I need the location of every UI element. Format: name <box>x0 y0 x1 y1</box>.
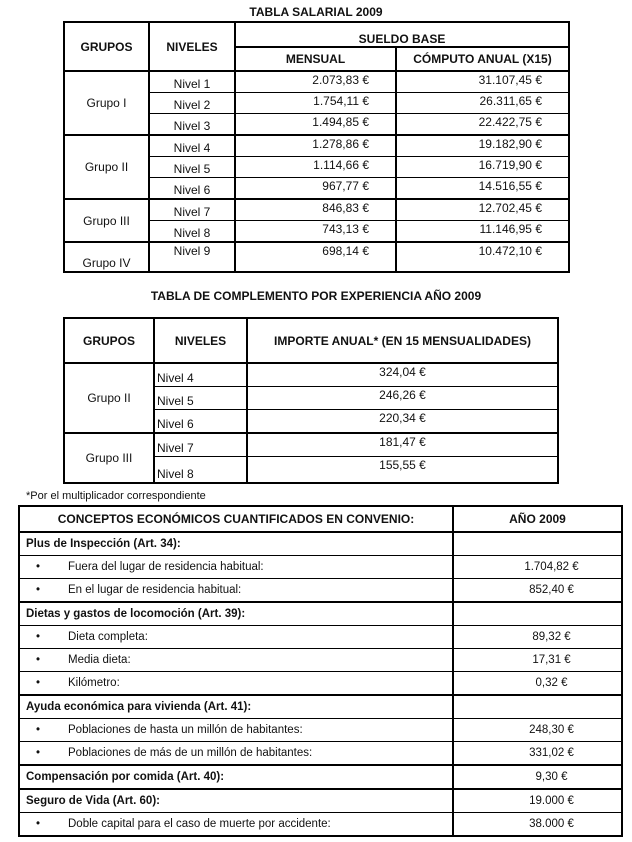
item-label-cell <box>19 579 453 603</box>
bullet-icon: • <box>36 747 41 759</box>
concepts-table <box>18 505 623 837</box>
item-label: Doble capital para el caso de muerte por accidente: <box>68 818 331 830</box>
table-row <box>64 71 569 93</box>
salary-table <box>63 21 570 273</box>
item-label-cell <box>19 742 453 766</box>
footnote: *Por el multiplicador correspondiente <box>26 490 206 502</box>
value-cell <box>453 695 622 719</box>
value-cell: 38.000 € <box>453 813 622 837</box>
bullet-icon: • <box>36 677 41 689</box>
header-grupos: GRUPOS <box>64 22 149 71</box>
table-row <box>64 199 569 221</box>
amount-cell: 181,47 € <box>247 433 558 457</box>
header-niveles: NIVELES <box>154 318 247 363</box>
section-row <box>19 695 622 719</box>
annual-cell: 12.702,45 € <box>396 199 569 221</box>
item-label: Dieta completa: <box>68 631 148 643</box>
group-cell: Grupo I <box>64 71 149 135</box>
value-cell: 9,30 € <box>453 765 622 789</box>
header-computo-anual: CÓMPUTO ANUAL (X15) <box>396 47 569 71</box>
amount-cell: 220,34 € <box>247 410 558 434</box>
section-label: Dietas y gastos de locomoción (Art. 39): <box>19 602 453 626</box>
level-cell: Nivel 9 <box>149 242 235 272</box>
item-label-cell <box>19 813 453 837</box>
header-importe: IMPORTE ANUAL* (EN 15 MENSUALIDADES) <box>247 318 558 363</box>
item-label: Fuera del lugar de residencia habitual: <box>68 561 264 573</box>
level-cell: Nivel 5 <box>149 157 235 178</box>
item-label-cell <box>19 626 453 649</box>
header-niveles: NIVELES <box>149 22 235 71</box>
header-anio: AÑO 2009 <box>453 506 622 532</box>
table-row <box>64 363 558 387</box>
value-cell: 248,30 € <box>453 719 622 742</box>
item-label-cell <box>19 556 453 579</box>
value-cell: 331,02 € <box>453 742 622 766</box>
table-row <box>64 433 558 457</box>
header-conceptos: CONCEPTOS ECONÓMICOS CUANTIFICADOS EN CONVENIO: <box>19 506 453 532</box>
group-cell: Grupo IV <box>64 242 149 272</box>
annual-cell: 14.516,55 € <box>396 178 569 200</box>
group-cell: Grupo III <box>64 199 149 242</box>
section-label: Ayuda económica para vivienda (Art. 41): <box>19 695 453 719</box>
value-cell <box>453 532 622 556</box>
item-row <box>19 813 622 837</box>
level-cell: Nivel 1 <box>149 71 235 93</box>
monthly-cell: 743,13 € <box>235 221 396 243</box>
item-row <box>19 649 622 672</box>
value-cell: 19.000 € <box>453 789 622 813</box>
monthly-cell: 846,83 € <box>235 199 396 221</box>
item-row <box>19 742 622 766</box>
item-label: Poblaciones de hasta un millón de habitantes: <box>68 724 303 736</box>
item-label: Kilómetro: <box>68 677 120 689</box>
section-row <box>19 602 622 626</box>
item-label-cell <box>19 719 453 742</box>
annual-cell: 31.107,45 € <box>396 71 569 93</box>
monthly-cell: 1.114,66 € <box>235 157 396 178</box>
item-row <box>19 672 622 696</box>
monthly-cell: 1.494,85 € <box>235 114 396 136</box>
section-label: Seguro de Vida (Art. 60): <box>19 789 453 813</box>
section-row <box>19 789 622 813</box>
level-cell: Nivel 4 <box>149 135 235 157</box>
level-cell: Nivel 6 <box>154 410 247 434</box>
level-cell: Nivel 8 <box>154 457 247 484</box>
value-cell: 17,31 € <box>453 649 622 672</box>
header-grupos: GRUPOS <box>64 318 154 363</box>
group-cell: Grupo II <box>64 363 154 433</box>
value-cell: 852,40 € <box>453 579 622 603</box>
annual-cell: 10.472,10 € <box>396 242 569 272</box>
monthly-cell: 1.754,11 € <box>235 93 396 114</box>
annual-cell: 19.182,90 € <box>396 135 569 157</box>
item-label: Poblaciones de más de un millón de habitantes: <box>68 747 313 759</box>
item-row <box>19 626 622 649</box>
level-cell: Nivel 6 <box>149 178 235 200</box>
table-row <box>64 242 569 272</box>
annual-cell: 11.146,95 € <box>396 221 569 243</box>
section-label: Plus de Inspección (Art. 34): <box>19 532 453 556</box>
bullet-icon: • <box>36 561 41 573</box>
level-cell: Nivel 7 <box>154 433 247 457</box>
value-cell: 89,32 € <box>453 626 622 649</box>
level-cell: Nivel 8 <box>149 221 235 243</box>
value-cell <box>453 602 622 626</box>
annual-cell: 26.311,65 € <box>396 93 569 114</box>
section-row <box>19 765 622 789</box>
header-mensual: MENSUAL <box>235 47 396 71</box>
amount-cell: 324,04 € <box>247 363 558 387</box>
item-label-cell <box>19 649 453 672</box>
value-cell: 1.704,82 € <box>453 556 622 579</box>
item-row <box>19 719 622 742</box>
header-sueldo-base: SUELDO BASE <box>235 22 569 47</box>
monthly-cell: 967,77 € <box>235 178 396 200</box>
amount-cell: 246,26 € <box>247 387 558 410</box>
bullet-icon: • <box>36 631 41 643</box>
group-cell: Grupo III <box>64 433 154 483</box>
level-cell: Nivel 7 <box>149 199 235 221</box>
bullet-icon: • <box>36 724 41 736</box>
experience-table-title: TABLA DE COMPLEMENTO POR EXPERIENCIA AÑO 2009 <box>150 289 482 303</box>
level-cell: Nivel 2 <box>149 93 235 114</box>
level-cell: Nivel 5 <box>154 387 247 410</box>
salary-table-title: TABLA SALARIAL 2009 <box>249 5 383 19</box>
level-cell: Nivel 4 <box>154 363 247 387</box>
item-label: En el lugar de residencia habitual: <box>68 584 242 596</box>
annual-cell: 22.422,75 € <box>396 114 569 136</box>
item-row <box>19 556 622 579</box>
section-label: Compensación por comida (Art. 40): <box>19 765 453 789</box>
bullet-icon: • <box>36 654 41 666</box>
value-cell: 0,32 € <box>453 672 622 696</box>
table-row <box>64 135 569 157</box>
experience-table <box>63 317 559 484</box>
amount-cell: 155,55 € <box>247 457 558 484</box>
monthly-cell: 1.278,86 € <box>235 135 396 157</box>
level-cell: Nivel 3 <box>149 114 235 136</box>
item-row <box>19 579 622 603</box>
item-label-cell <box>19 672 453 696</box>
bullet-icon: • <box>36 584 41 596</box>
monthly-cell: 2.073,83 € <box>235 71 396 93</box>
annual-cell: 16.719,90 € <box>396 157 569 178</box>
section-row <box>19 532 622 556</box>
monthly-cell: 698,14 € <box>235 242 396 272</box>
item-label: Media dieta: <box>68 654 131 666</box>
group-cell: Grupo II <box>64 135 149 199</box>
bullet-icon: • <box>36 818 41 830</box>
